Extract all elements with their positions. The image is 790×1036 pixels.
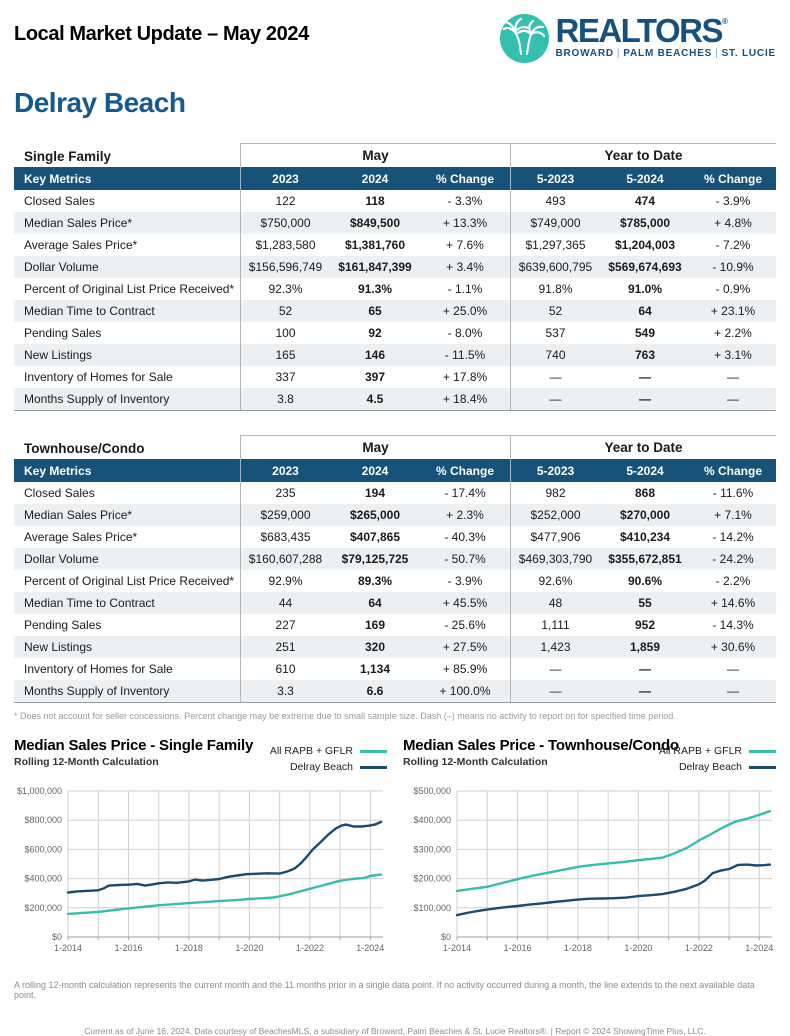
value-cell: 320	[364, 640, 386, 654]
metric-label: Median Sales Price*	[24, 216, 133, 230]
value-cell: 740	[510, 344, 600, 366]
value-cell: 397	[364, 370, 386, 384]
value-cell: $410,234	[619, 530, 671, 544]
metric-label: Pending Sales	[24, 326, 102, 340]
value-cell: $407,865	[349, 530, 401, 544]
svg-text:1-2018: 1-2018	[174, 943, 203, 953]
value-cell: 65	[368, 304, 382, 318]
value-cell: $785,000	[619, 216, 671, 230]
value-cell: 610	[240, 658, 330, 680]
value-cell: - 1.1%	[447, 282, 483, 296]
svg-text:1-2014: 1-2014	[53, 943, 83, 953]
registered-mark: ®	[721, 17, 728, 26]
logo-text	[556, 14, 777, 59]
value-cell: 952	[634, 618, 656, 632]
metric-label: Closed Sales	[24, 194, 95, 208]
column-header: 5-2024	[626, 463, 664, 478]
table-row	[14, 366, 776, 388]
metric-label: Dollar Volume	[24, 260, 99, 274]
legend-item: All RAPB + GFLR	[270, 745, 387, 757]
svg-text:1-2018: 1-2018	[563, 943, 592, 953]
value-cell: 122	[240, 190, 330, 212]
page-footer: Current as of June 16, 2024. Data courtesy of BeachesMLS, a subsidiary of Broward, Palm Beaches & St. Lucie Realtors®. | Report © 2024 ShowingTime Plus, LLC.	[84, 1026, 706, 1036]
svg-text:1-2016: 1-2016	[114, 943, 143, 953]
column-header: 2024	[361, 463, 389, 478]
value-cell: —	[727, 370, 739, 384]
metric-label: Median Time to Contract	[24, 596, 155, 610]
value-cell: 89.3%	[357, 574, 393, 588]
svg-text:$400,000: $400,000	[413, 815, 451, 826]
value-cell: 165	[240, 344, 330, 366]
column-header: Key Metrics	[24, 463, 92, 478]
value-cell: 52	[510, 300, 600, 322]
value-cell: $1,283,580	[240, 234, 330, 256]
value-cell: 146	[364, 348, 386, 362]
table-footnote: * Does not account for seller concessions. Percent change may be extreme due to small sample size. Dash (–) means no activity to report on for specified time period.	[14, 711, 676, 721]
value-cell: 251	[240, 636, 330, 658]
value-cell: —	[639, 662, 651, 676]
value-cell: 1,423	[510, 636, 600, 658]
value-cell: 90.6%	[627, 574, 663, 588]
value-cell: $749,000	[510, 212, 600, 234]
svg-text:$400,000: $400,000	[24, 873, 62, 884]
metric-label: Months Supply of Inventory	[24, 684, 170, 698]
table-row	[14, 344, 776, 366]
value-cell: - 14.2%	[712, 530, 754, 544]
svg-text:$1,000,000: $1,000,000	[16, 786, 62, 796]
svg-text:1-2022: 1-2022	[295, 943, 324, 953]
brand-wordmark: REALTORS®	[555, 12, 728, 49]
value-cell: 549	[634, 326, 656, 340]
value-cell: + 7.1%	[714, 508, 752, 522]
svg-text:1-2022: 1-2022	[684, 943, 713, 953]
metric-label: Average Sales Price*	[24, 530, 138, 544]
metric-label: New Listings	[24, 348, 93, 362]
table-row	[14, 190, 776, 212]
legend-item: Delray Beach	[659, 761, 776, 773]
value-cell: + 3.1%	[714, 348, 752, 362]
chart-townhouse-condo	[403, 737, 776, 968]
table-row	[14, 658, 776, 680]
navy-line-swatch	[749, 766, 776, 769]
value-cell: 3.3	[240, 680, 330, 702]
value-cell: $569,674,693	[608, 260, 682, 274]
value-cell: - 40.3%	[444, 530, 486, 544]
value-cell: 92.6%	[510, 570, 600, 592]
value-cell: $477,906	[510, 526, 600, 548]
page-header	[0, 0, 790, 63]
value-cell: 44	[240, 592, 330, 614]
value-cell: —	[510, 366, 600, 388]
chart-single-family	[14, 737, 387, 968]
value-cell: + 18.4%	[442, 392, 488, 406]
value-cell: 763	[634, 348, 656, 362]
column-header: % Change	[703, 463, 762, 478]
value-cell: 91.0%	[627, 282, 663, 296]
column-header: Key Metrics	[24, 171, 92, 186]
svg-text:1-2024: 1-2024	[745, 943, 774, 953]
value-cell: 537	[510, 322, 600, 344]
metric-label: Percent of Original List Price Received*	[24, 574, 235, 588]
metric-label: Inventory of Homes for Sale	[24, 662, 173, 676]
value-cell: - 11.6%	[712, 486, 754, 500]
value-cell: - 0.9%	[715, 282, 751, 296]
value-cell: —	[510, 388, 600, 410]
value-cell: 92.3%	[240, 278, 330, 300]
table-row	[14, 278, 776, 300]
column-header: 2024	[361, 171, 389, 186]
column-header: 2023	[240, 167, 330, 190]
svg-text:1-2024: 1-2024	[356, 943, 385, 953]
table-group-header	[14, 143, 776, 167]
table-row	[14, 570, 776, 592]
chart-title: Median Sales Price - Townhouse/Condo	[403, 737, 679, 754]
value-cell: 474	[634, 194, 656, 208]
charts-section	[14, 737, 776, 968]
value-cell: $1,381,760	[344, 238, 406, 252]
table-body	[14, 482, 776, 702]
value-cell: 91.3%	[357, 282, 393, 296]
value-cell: 91.8%	[510, 278, 600, 300]
value-cell: - 7.2%	[715, 238, 751, 252]
value-cell: 6.6	[366, 684, 384, 698]
column-header: 5-2024	[626, 171, 664, 186]
single-family-table	[14, 143, 776, 411]
column-header: % Change	[435, 171, 494, 186]
palm-trees-icon	[500, 14, 549, 63]
legend-item: All RAPB + GFLR	[659, 745, 776, 757]
value-cell: —	[639, 684, 651, 698]
table-group-header	[14, 435, 776, 459]
metric-label: Closed Sales	[24, 486, 95, 500]
teal-line-swatch	[749, 750, 776, 753]
legend-item: Delray Beach	[270, 761, 387, 773]
value-cell: + 30.6%	[710, 640, 756, 654]
section-title: Single Family	[24, 149, 112, 164]
svg-text:1-2016: 1-2016	[503, 943, 532, 953]
svg-text:$200,000: $200,000	[413, 873, 451, 884]
table-row	[14, 322, 776, 344]
group-header-may: May	[240, 143, 510, 167]
value-cell: 1,111	[510, 614, 600, 636]
value-cell: 227	[240, 614, 330, 636]
table-row	[14, 526, 776, 548]
value-cell: —	[727, 684, 739, 698]
value-cell: 337	[240, 366, 330, 388]
value-cell: $683,435	[240, 526, 330, 548]
value-cell: - 24.2%	[712, 552, 754, 566]
svg-text:$500,000: $500,000	[413, 786, 451, 796]
value-cell: $750,000	[240, 212, 330, 234]
value-cell: + 14.6%	[710, 596, 756, 610]
value-cell: $270,000	[619, 508, 671, 522]
column-header: 5-2023	[510, 167, 600, 190]
metric-label: Months Supply of Inventory	[24, 392, 170, 406]
city-title: Delray Beach	[14, 87, 186, 118]
svg-text:$800,000: $800,000	[24, 815, 62, 826]
value-cell: - 14.3%	[712, 618, 754, 632]
value-cell: + 17.8%	[442, 370, 488, 384]
value-cell: - 3.3%	[447, 194, 483, 208]
value-cell: —	[727, 392, 739, 406]
value-cell: —	[639, 392, 651, 406]
value-cell: + 3.4%	[446, 260, 484, 274]
value-cell: $259,000	[240, 504, 330, 526]
value-cell: - 10.9%	[712, 260, 754, 274]
value-cell: 194	[364, 486, 386, 500]
value-cell: - 3.9%	[447, 574, 483, 588]
value-cell: 92.9%	[240, 570, 330, 592]
value-cell: + 4.8%	[714, 216, 752, 230]
value-cell: 169	[364, 618, 386, 632]
value-cell: —	[639, 370, 651, 384]
metric-label: Median Sales Price*	[24, 508, 133, 522]
value-cell: - 2.2%	[715, 574, 751, 588]
value-cell: + 45.5%	[442, 596, 488, 610]
value-cell: 1,859	[629, 640, 661, 654]
column-header: % Change	[435, 463, 494, 478]
value-cell: + 100.0%	[439, 684, 491, 698]
svg-text:1-2014: 1-2014	[442, 943, 472, 953]
value-cell: $160,607,288	[240, 548, 330, 570]
metric-label: Inventory of Homes for Sale	[24, 370, 173, 384]
value-cell: —	[727, 662, 739, 676]
value-cell: 55	[638, 596, 652, 610]
value-cell: 868	[634, 486, 656, 500]
value-cell: 48	[510, 592, 600, 614]
value-cell: $469,303,790	[510, 548, 600, 570]
metric-label: New Listings	[24, 640, 93, 654]
svg-text:$300,000: $300,000	[413, 844, 451, 855]
rolling-footnote: A rolling 12-month calculation represents the current month and the 11 months prior in a single data point. If no activity occurred during a month, the line extends to the next available data point.	[14, 980, 755, 1000]
value-cell: + 25.0%	[442, 304, 488, 318]
table-row	[14, 234, 776, 256]
metric-label: Dollar Volume	[24, 552, 99, 566]
column-header: 2023	[240, 459, 330, 482]
value-cell: + 7.6%	[446, 238, 484, 252]
svg-text:$600,000: $600,000	[24, 844, 62, 855]
chart-legend	[659, 745, 776, 777]
value-cell: + 2.2%	[714, 326, 752, 340]
column-header: % Change	[703, 171, 762, 186]
value-cell: + 2.3%	[446, 508, 484, 522]
value-cell: 982	[510, 482, 600, 504]
value-cell: 64	[368, 596, 382, 610]
value-cell: $849,500	[349, 216, 401, 230]
value-cell: —	[510, 680, 600, 702]
table-row	[14, 388, 776, 410]
value-cell: $79,125,725	[341, 552, 409, 566]
value-cell: - 11.5%	[444, 348, 486, 362]
value-cell: $161,847,399	[338, 260, 412, 274]
svg-text:$0: $0	[440, 932, 451, 942]
table-row	[14, 504, 776, 526]
line-chart-townhouse-condo	[403, 785, 776, 963]
townhouse-condo-table	[14, 435, 776, 703]
value-cell: 235	[240, 482, 330, 504]
chart-subtitle: Rolling 12-Month Calculation	[14, 756, 159, 768]
table-row	[14, 614, 776, 636]
value-cell: - 3.9%	[715, 194, 751, 208]
svg-text:$0: $0	[51, 932, 62, 942]
metric-label: Average Sales Price*	[24, 238, 138, 252]
value-cell: 3.8	[240, 388, 330, 410]
metric-label: Median Time to Contract	[24, 304, 155, 318]
value-cell: 4.5	[366, 392, 384, 406]
value-cell: $252,000	[510, 504, 600, 526]
chart-title: Median Sales Price - Single Family	[14, 737, 254, 754]
group-header-may: May	[240, 435, 510, 459]
value-cell: - 17.4%	[444, 486, 486, 500]
report-title: Local Market Update – May 2024	[14, 23, 309, 45]
metric-label: Percent of Original List Price Received*	[24, 282, 235, 296]
value-cell: —	[510, 658, 600, 680]
value-cell: 64	[638, 304, 652, 318]
table-row	[14, 636, 776, 658]
table-column-header	[14, 167, 776, 190]
section-title: Townhouse/Condo	[24, 441, 145, 456]
table-row	[14, 300, 776, 322]
value-cell: + 13.3%	[442, 216, 488, 230]
value-cell: $265,000	[349, 508, 401, 522]
realtors-logo	[500, 14, 777, 63]
value-cell: + 27.5%	[442, 640, 488, 654]
value-cell: 100	[240, 322, 330, 344]
table-row	[14, 592, 776, 614]
table-column-header	[14, 459, 776, 482]
group-header-ytd: Year to Date	[510, 435, 776, 459]
table-row	[14, 548, 776, 570]
svg-text:$200,000: $200,000	[24, 902, 62, 913]
table-row	[14, 680, 776, 702]
line-chart-single-family	[14, 785, 387, 963]
value-cell: 118	[365, 194, 385, 208]
value-cell: - 8.0%	[447, 326, 483, 340]
table-row	[14, 212, 776, 234]
value-cell: + 23.1%	[710, 304, 756, 318]
value-cell: - 25.6%	[444, 618, 486, 632]
navy-line-swatch	[360, 766, 387, 769]
value-cell: 493	[510, 190, 600, 212]
value-cell: $1,297,365	[510, 234, 600, 256]
value-cell: - 50.7%	[444, 552, 486, 566]
table-body	[14, 190, 776, 410]
table-row	[14, 482, 776, 504]
group-header-ytd: Year to Date	[510, 143, 776, 167]
value-cell: $639,600,795	[510, 256, 600, 278]
logo-regions: BROWARD | PALM BEACHES | ST. LUCIE	[555, 48, 776, 59]
value-cell: $156,596,749	[240, 256, 330, 278]
value-cell: 1,134	[359, 662, 391, 676]
svg-text:1-2020: 1-2020	[624, 943, 653, 953]
teal-line-swatch	[360, 750, 387, 753]
value-cell: $355,672,851	[608, 552, 682, 566]
svg-text:$100,000: $100,000	[413, 902, 451, 913]
value-cell: 92	[368, 326, 382, 340]
value-cell: $1,204,003	[614, 238, 676, 252]
metric-label: Pending Sales	[24, 618, 102, 632]
value-cell: + 85.9%	[442, 662, 488, 676]
column-header: 5-2023	[510, 459, 600, 482]
table-row	[14, 256, 776, 278]
svg-text:1-2020: 1-2020	[235, 943, 264, 953]
value-cell: 52	[240, 300, 330, 322]
chart-legend	[270, 745, 387, 777]
chart-subtitle: Rolling 12-Month Calculation	[403, 756, 548, 768]
